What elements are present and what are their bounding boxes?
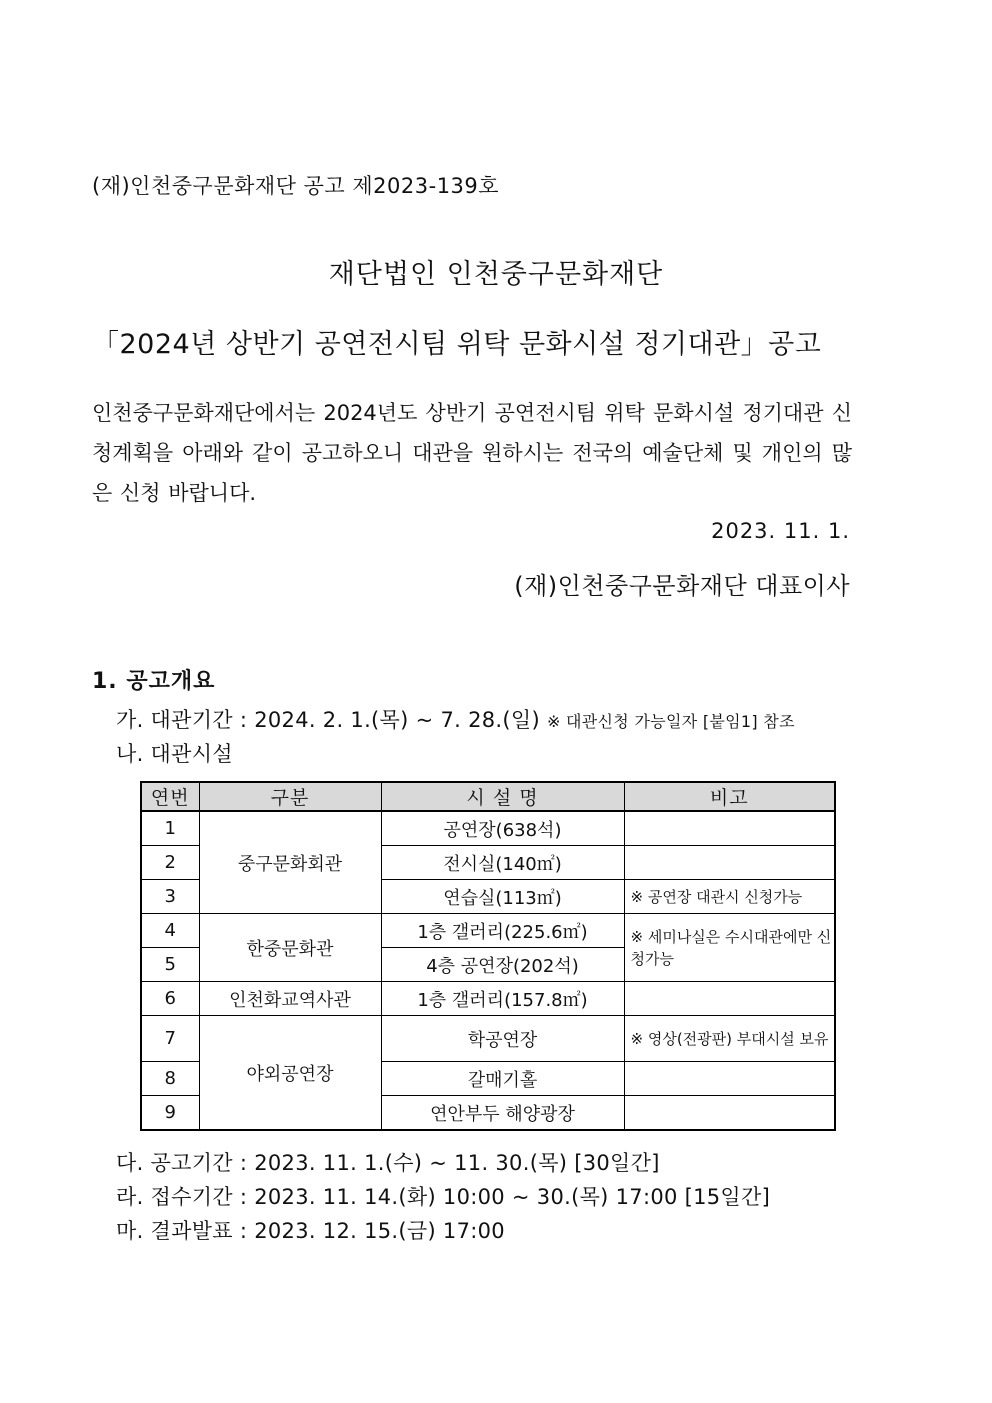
row-no: 1: [141, 811, 199, 846]
table-row: [141, 914, 835, 948]
rental-facilities-label: 나. 대관시설: [116, 742, 233, 766]
remark-cell: ※ 영상(전광판) 부대시설 보유: [624, 1016, 835, 1062]
remark-cell: [624, 1096, 835, 1131]
notice-number: (재)인천중구문화재단 공고 제2023-139호: [92, 174, 500, 198]
row-no: 7: [141, 1016, 199, 1062]
category-cell: 중구문화회관: [199, 811, 381, 914]
facility-cell: 학공연장: [381, 1016, 624, 1062]
table-row: [141, 811, 835, 846]
remark-cell: [624, 846, 835, 880]
remark-cell: ※ 세미나실은 수시대관에만 신청가능: [624, 914, 835, 982]
facility-cell: 전시실(140㎡): [381, 846, 624, 880]
header-remark: 비고: [624, 782, 835, 811]
remark-cell: [624, 1062, 835, 1096]
header-no: 연번: [141, 782, 199, 811]
rental-period: [116, 704, 795, 734]
facility-cell: 갈매기홀: [381, 1062, 624, 1096]
announcement-title: 「2024년 상반기 공연전시팀 위탁 문화시설 정기대관」공고: [92, 329, 822, 360]
table-row: [141, 1016, 835, 1062]
facility-cell: 4층 공연장(202석): [381, 948, 624, 982]
header-category: 구분: [199, 782, 381, 811]
facility-cell: 연습실(113㎡): [381, 880, 624, 914]
row-no: 4: [141, 914, 199, 948]
rental-period-note: ※ 대관신청 가능일자 [붙임1] 참조: [546, 712, 795, 731]
facility-cell: 공연장(638석): [381, 811, 624, 846]
category-cell: 야외공연장: [199, 1016, 381, 1131]
rental-period-text: 가. 대관기간 : 2024. 2. 1.(목) ~ 7. 28.(일): [116, 708, 540, 732]
table-row: [141, 982, 835, 1016]
notice-period: 다. 공고기간 : 2023. 11. 1.(수) ~ 11. 30.(목) [30일간]: [116, 1151, 660, 1175]
facility-cell: 1층 갤러리(225.6㎡): [381, 914, 624, 948]
announcement-date: 2023. 11. 1.: [711, 519, 850, 543]
row-no: 3: [141, 880, 199, 914]
intro-paragraph: 인천중구문화재단에서는 2024년도 상반기 공연전시팀 위탁 문화시설 정기대관 신청계획을 아래와 같이 공고하오니 대관을 원하시는 전국의 예술단체 및 개인의 많은 신청 바랍니다.: [92, 401, 852, 505]
facility-cell: 연안부두 해양광장: [381, 1096, 624, 1131]
remark-cell: ※ 공연장 대관시 신청가능: [624, 880, 835, 914]
row-no: 9: [141, 1096, 199, 1131]
remark-cell: [624, 982, 835, 1016]
remark-cell: [624, 811, 835, 846]
result-announcement: 마. 결과발표 : 2023. 12. 15.(금) 17:00: [116, 1219, 505, 1243]
category-cell: 한중문화관: [199, 914, 381, 982]
row-no: 6: [141, 982, 199, 1016]
table-header-row: [141, 782, 835, 811]
facility-cell: 1층 갤러리(157.8㎡): [381, 982, 624, 1016]
section-heading: 1. 공고개요: [92, 669, 216, 694]
row-no: 2: [141, 846, 199, 880]
organization-title: 재단법인 인천중구문화재단: [328, 259, 664, 290]
category-cell: 인천화교역사관: [199, 982, 381, 1016]
row-no: 5: [141, 948, 199, 982]
facilities-table: [140, 781, 836, 1131]
signer: (재)인천중구문화재단 대표이사: [514, 572, 850, 600]
application-period: 라. 접수기간 : 2023. 11. 14.(화) 10:00 ~ 30.(목) 17:00 [15일간]: [116, 1185, 771, 1209]
row-no: 8: [141, 1062, 199, 1096]
header-facility: 시 설 명: [381, 782, 624, 811]
